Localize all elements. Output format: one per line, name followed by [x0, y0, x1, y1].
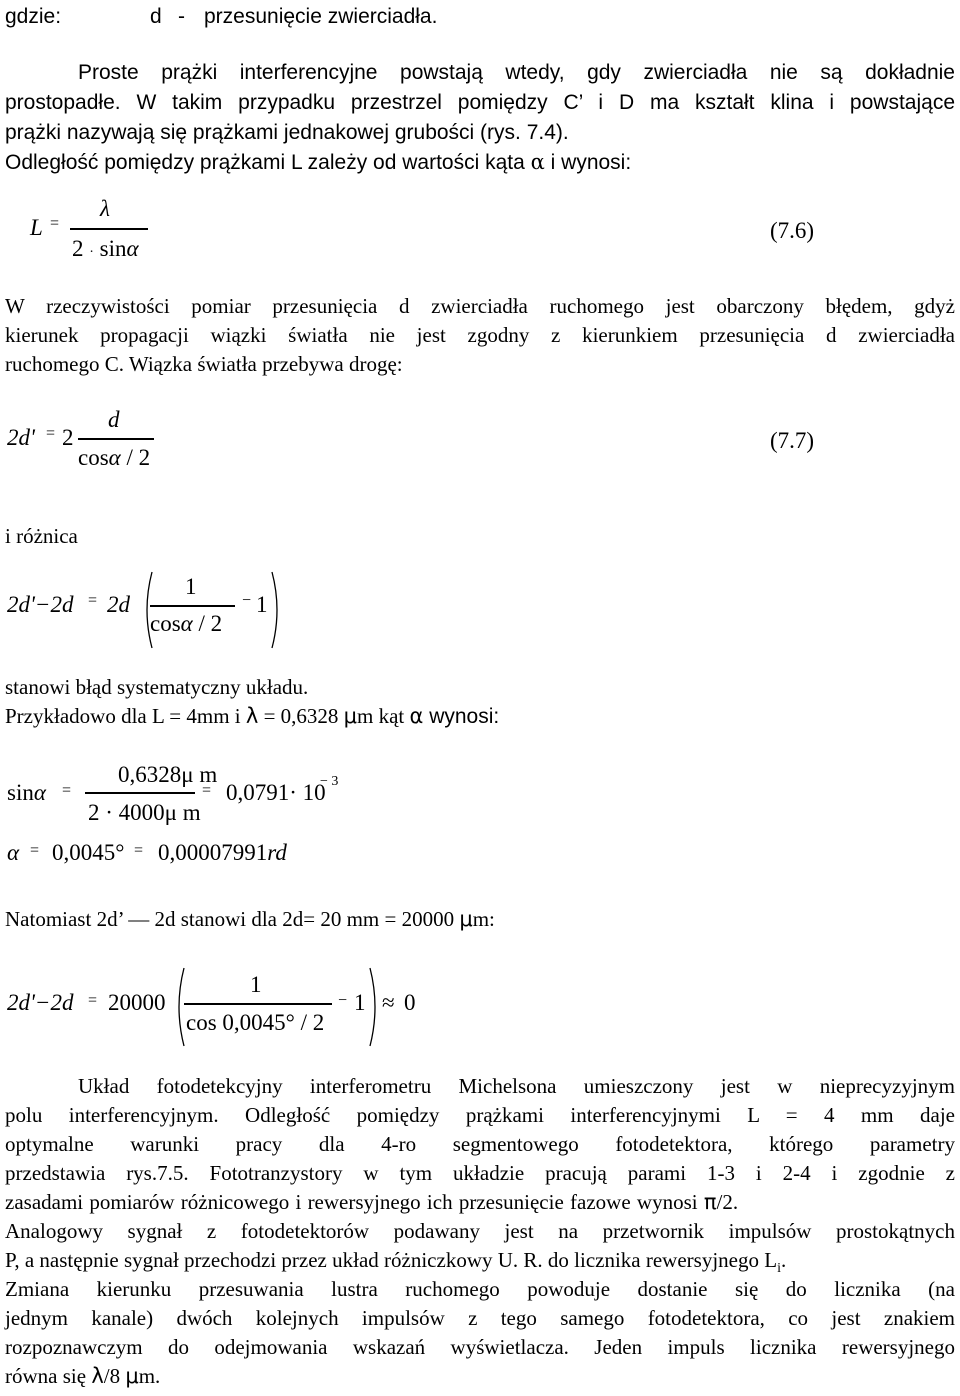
eq81-equals: = [88, 992, 98, 1009]
paragraph-1-line-1: Proste prążki interferencyjne powstają wtedy, gdy zwierciadła nie są dokładnie [78, 61, 955, 84]
eq79-alpha: α [33, 780, 46, 805]
eq78-equals: = [88, 592, 98, 609]
eq78-den-alpha: α [180, 611, 193, 636]
eq80-radians [158, 840, 287, 866]
paragraph-1-line-2: prostopadłe. W takim przypadku przestrzel pomiędzy C’ i D ma kształt klina i powstające [5, 91, 955, 114]
eq77-number: (7.7) [770, 428, 815, 453]
paragraph-3-text-d: wynosi: [423, 705, 500, 728]
lambda-symbol-2: λ [91, 1364, 104, 1388]
where-description: przesunięcie zwierciadła. [204, 5, 438, 28]
eq76-denominator [72, 236, 139, 262]
eq76-den-2: 2 [72, 236, 84, 261]
eq80-radians-value: 0,00007991 [158, 840, 268, 865]
eq81-lhs: 2d'−2d [7, 990, 74, 1015]
pi-symbol: π [703, 1190, 717, 1214]
paragraph-5-line-5-text: zasadami pomiarów różnicowego i rewersyjnego ich przesunięcie fazowe wynosi [5, 1190, 704, 1214]
eq78-denominator [150, 611, 222, 637]
eq80-equals-2: = [134, 842, 144, 859]
mu-symbol-3: μ [125, 1364, 139, 1388]
eq76-numerator: λ [100, 196, 110, 221]
eq80-radians-unit: rd [267, 840, 287, 865]
difference-label: i różnica [5, 524, 78, 548]
alpha-symbol-2: α [409, 704, 424, 728]
eq77-lhs [7, 425, 35, 451]
eq77-lhs-text: 2d' [7, 425, 35, 450]
eq80-degrees: 0,0045° [52, 840, 125, 865]
eq81-right-paren [366, 966, 382, 1048]
eq78-numerator: 1 [185, 574, 197, 599]
paragraph-3-line-1: stanowi błąd systematyczny układu. [5, 675, 309, 699]
paragraph-3-text-a: Przykładowo dla L = 4mm i [5, 704, 246, 728]
eq78-coef: 2d [107, 592, 130, 617]
paragraph-5-line-2: polu interferencyjnym. Odległość pomiędzy prążkami interferencyjnymi L = 4 mm daje [5, 1103, 955, 1127]
eq76-den-alpha: α [126, 236, 139, 261]
eq79-equals: = [62, 782, 72, 799]
paragraph-4-text-end: m: [472, 907, 495, 931]
eq80-alpha: α [7, 840, 20, 865]
paragraph-5-line-11 [5, 1362, 160, 1391]
eq81-minus: − [338, 992, 348, 1009]
eq79-equals-2: = [202, 782, 212, 799]
paragraph-1-line-3: prążki nazywają się prążkami jednakowej grubości (rys. 7.4). [5, 121, 569, 144]
eq78-one: 1 [256, 592, 268, 617]
paragraph-5-line-7-end: . [780, 1248, 787, 1272]
mu-symbol: μ [343, 704, 358, 728]
paragraph-3-text-b: = 0,6328 [258, 704, 344, 728]
paragraph-5-line-8: Zmiana kierunku przesuwania lustra ruchomego powoduje dostanie się do licznika (na [5, 1277, 955, 1301]
eq78-right-paren [268, 570, 284, 650]
where-label: gdzie: [5, 5, 62, 28]
paragraph-5-line-5-end: /2. [716, 1190, 739, 1214]
eq79-lhs [7, 780, 46, 806]
paragraph-5-line-1: Układ fotodetekcyjny interferometru Michelsona umieszczony jest w nieprecyzyjnym [78, 1074, 955, 1098]
eq79-fraction-bar [85, 792, 195, 794]
eq81-fraction-bar [184, 1003, 332, 1005]
eq78-fraction-bar [150, 605, 235, 607]
paragraph-2-line-2: kierunek propagacji wiązki światła nie jest zgodny z kierunkiem przesunięcia d zwierciadła [5, 323, 955, 347]
paragraph-3-text-c: m kąt [357, 704, 410, 728]
eq79-denominator: 2 · 4000μ m [88, 800, 201, 825]
paragraph-1-line-4 [5, 148, 631, 177]
eq81-approx: ≈ [382, 990, 395, 1015]
eq76-lhs: L [30, 215, 43, 240]
eq77-den-alpha: α [108, 445, 121, 470]
mu-symbol-2: μ [459, 907, 473, 931]
lambda-symbol: λ [245, 704, 259, 728]
paragraph-5-line-9: jednym kanale) dwóch kolejnych impulsów z tego samego fotodetektora, co jest znakiem [5, 1306, 955, 1330]
eq80-equals: = [30, 842, 40, 859]
alpha-symbol: α [530, 150, 545, 174]
eq77-numerator: d [108, 407, 120, 432]
paragraph-4 [5, 905, 495, 934]
paragraph-5-line-11-end: m. [138, 1364, 161, 1388]
paragraph-5-line-7-text: P, a następnie sygnał przechodzi przez układ różniczkowy U. R. do licznika rewersyjnego L [5, 1248, 778, 1272]
eq76-equals: = [50, 215, 60, 232]
paragraph-1-line-4-text-a: Odległość pomiędzy prążkami L zależy od wartości kąta [5, 151, 531, 174]
eq76-number: (7.6) [770, 218, 815, 243]
eq77-equals: = [46, 425, 56, 442]
eq78-den-half: / 2 [198, 611, 223, 636]
eq79-numerator: 0,6328μ m [118, 762, 218, 787]
where-dash: - [178, 5, 185, 28]
paragraph-5-line-7-sub: i [777, 1261, 781, 1277]
paragraph-5-line-5 [5, 1188, 955, 1217]
eq79-exponent: − 3 [320, 774, 339, 789]
where-symbol: d [150, 5, 162, 28]
paragraph-1-line-4-text-b: i wynosi: [544, 151, 632, 174]
eq81-coef: 20000 [108, 990, 166, 1015]
paragraph-5-line-11-mid: /8 [103, 1364, 126, 1388]
eq81-denominator: cos 0,0045° / 2 [186, 1010, 325, 1035]
paragraph-5-line-10: rozpoznawczym do odejmowania wskazań wyświetlacza. Jeden impuls licznika rewersyjnego [5, 1335, 955, 1359]
eq81-numerator: 1 [250, 972, 262, 997]
paragraph-5-line-6: Analogowy sygnał z fotodetektorów podawany jest na przetwornik impulsów prostokątnych [5, 1219, 955, 1243]
eq78-den-cos: cos [150, 611, 181, 636]
eq81-zero: 0 [404, 990, 416, 1015]
paragraph-5-line-11-text: równa się [5, 1364, 92, 1388]
paragraph-2-line-1: W rzeczywistości pomiar przesunięcia d zwierciadła ruchomego jest obarczony błędem, gdyż [5, 294, 955, 318]
eq81-one: 1 [354, 990, 366, 1015]
eq77-den-half: / 2 [126, 445, 151, 470]
paragraph-2-line-3: ruchomego C. Wiązka światła przebywa drogę: [5, 352, 403, 376]
paragraph-4-text: Natomiast 2d’ — 2d stanowi dla 2d= 20 mm = 20000 [5, 907, 460, 931]
eq77-denominator [78, 445, 150, 471]
eq76-den-sin: sin [99, 236, 127, 261]
eq78-left-paren [140, 570, 156, 650]
eq77-den-cos: cos [78, 445, 109, 470]
eq78-lhs: 2d'−2d [7, 592, 74, 617]
eq76-den-dot: · [89, 245, 94, 260]
eq78-minus: − [242, 592, 252, 609]
paragraph-3-line-2 [5, 702, 499, 731]
paragraph-5-line-3: optymalne warunki pracy dla 4-ro segmentowego fotodetektora, którego parametry [5, 1132, 955, 1156]
eq77-coef: 2 [62, 425, 74, 450]
eq79-sin: sin [7, 780, 34, 805]
paragraph-5-line-4: przedstawia rys.7.5. Fototranzystory w tym układzie pracują parami 1-3 i 2-4 i zgodnie z [5, 1161, 955, 1185]
eq76-fraction-bar [70, 228, 148, 230]
eq79-result: 0,0791· 10 [226, 780, 326, 805]
eq77-fraction-bar [78, 438, 154, 440]
